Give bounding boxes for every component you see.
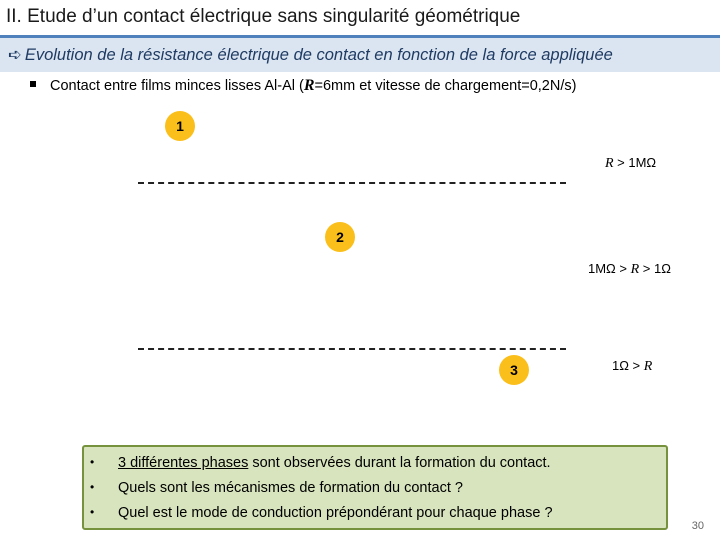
summary-item: [90, 455, 551, 471]
bullet-suffix: =6mm et vitesse de chargement=0,2N/s): [314, 78, 577, 94]
bullet-dot-icon: •: [90, 455, 95, 469]
resistance-symbol: R: [630, 262, 640, 277]
bullet-prefix: Contact entre films minces lisses Al-Al (: [50, 78, 304, 94]
summary-item: [90, 480, 463, 496]
phase-3-resistance-label: [612, 358, 652, 375]
summary-text: Quels sont les mécanismes de formation du contact ?: [118, 480, 463, 496]
summary-text: Quel est le mode de conduction prépondérant pour chaque phase ?: [118, 505, 553, 521]
summary-box: [82, 445, 668, 530]
bullet-contact-description: [30, 77, 576, 95]
bullet-dot-icon: •: [90, 480, 95, 494]
arrow-icon: ➪: [8, 46, 22, 64]
subtitle-text: Evolution de la résistance électrique de contact en fonction de la force appliquée: [24, 46, 613, 64]
resistance-symbol: R: [605, 156, 614, 171]
phase-2-resistance-label: [588, 261, 671, 278]
phase-1-resistance-label: [605, 155, 656, 172]
label-suffix: > 1MΩ: [613, 155, 657, 170]
slide-subtitle: [8, 45, 613, 65]
phase-divider-1-2: [138, 182, 566, 184]
slide-title: II. Etude d’un contact électrique sans singularité géométrique: [6, 6, 521, 27]
resistance-symbol: R: [643, 359, 653, 374]
summary-text: sont observées durant la formation du contact.: [248, 455, 551, 471]
square-bullet-icon: [30, 81, 36, 87]
phase-3-badge: 3: [499, 355, 529, 385]
summary-underlined: 3 différentes phases: [118, 455, 249, 471]
phase-2-badge: 2: [325, 222, 355, 252]
bullet-dot-icon: •: [90, 505, 95, 519]
label-prefix: 1Ω >: [612, 358, 644, 373]
radius-symbol: R: [303, 77, 315, 94]
summary-item: [90, 505, 553, 521]
page-number: 30: [691, 520, 704, 532]
phase-1-badge: 1: [165, 111, 195, 141]
phase-divider-2-3: [138, 348, 566, 350]
label-prefix: 1MΩ >: [588, 261, 631, 276]
label-suffix: > 1Ω: [639, 261, 671, 276]
